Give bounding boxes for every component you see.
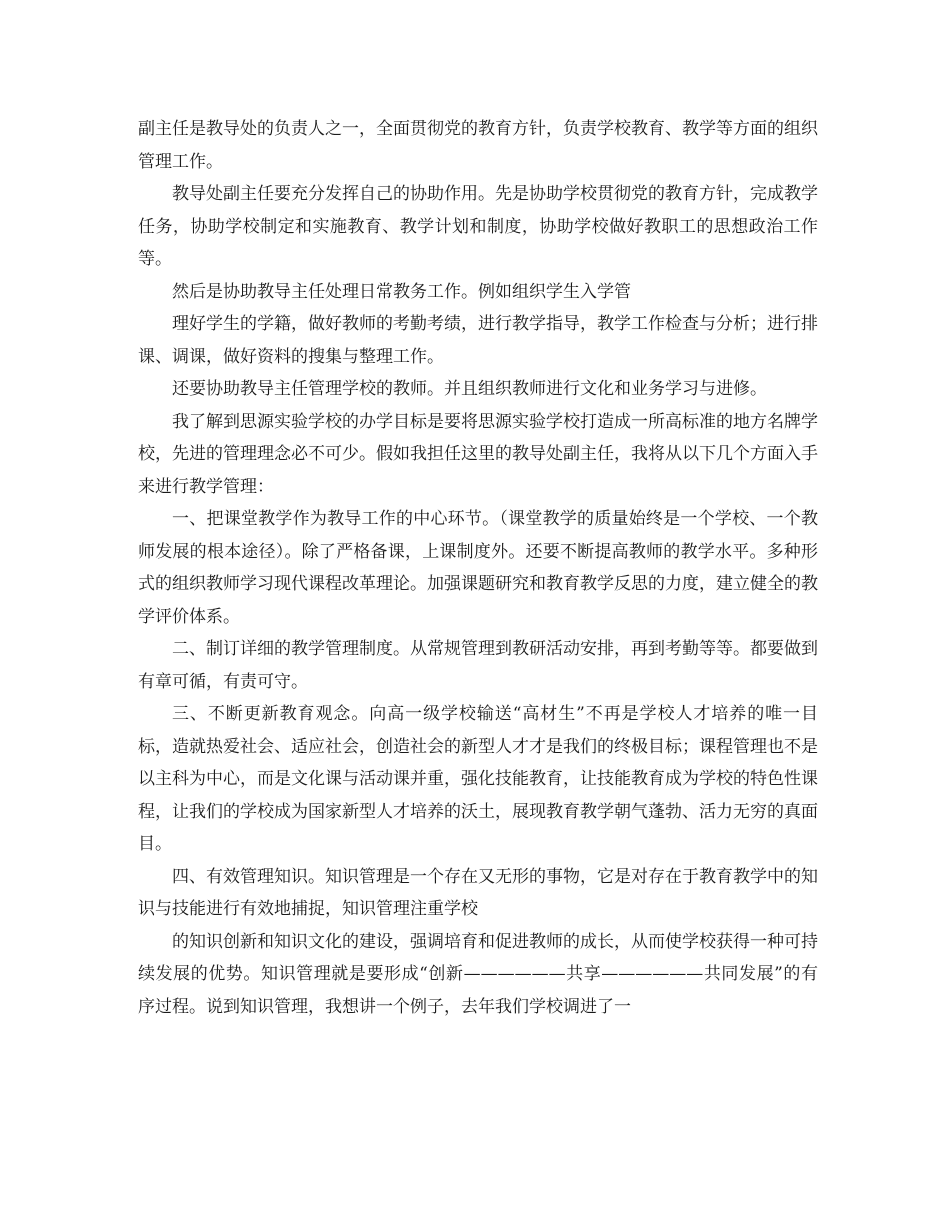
paragraph-4: 理好学生的学籍，做好教师的考勤考绩，进行教学指导，教学工作检查与分析；进行排课、调课，做好资料的搜集与整理工作。 (138, 314, 818, 367)
document-body (138, 113, 818, 1023)
paragraph-9: 三、不断更新教育观念。向高一级学校输送“高材生”不再是学校人才培养的唯一目标，造就热爱社会、适应社会，创造社会的新型人才才是我们的终极目标；课程管理也不是以主科为中心，而是文化课与活动课并重，强化技能教育，让技能教育成为学校的特色性课程，让我们的学校成为国家新型人才培养的沃土，展现教育教学朝气蓬勃、活力无穷的真面目。 (138, 704, 818, 854)
paragraph-3: 然后是协助教导主任处理日常教务工作。例如组织学生入学管 (172, 281, 631, 302)
paragraph-10: 四、有效管理知识。知识管理是一个存在又无形的事物，它是对存在于教育教学中的知识与技能进行有效地捕捉，知识管理注重学校 (138, 866, 818, 919)
paragraph-11: 的知识创新和知识文化的建设，强调培育和促进教师的成长，从而使学校获得一种可持续发展的优势。知识管理就是要形成“创新——————共享——————共同发展”的有序过程。说到知识管理，我想讲一个例子，去年我们学校调进了一 (138, 931, 818, 1017)
paragraph-6: 我了解到思源实验学校的办学目标是要将思源实验学校打造成一所高标准的地方名牌学校，先进的管理理念必不可少。假如我担任这里的教导处副主任，我将从以下几个方面入手来进行教学管理： (138, 411, 818, 497)
paragraph-8: 二、制订详细的教学管理制度。从常规管理到教研活动安排，再到考勤等等。都要做到有章可循，有责可守。 (138, 639, 818, 692)
paragraph-7: 一、把课堂教学作为教导工作的中心环节。（课堂教学的质量始终是一个学校、一个教师发展的根本途径）。除了严格备课，上课制度外。还要不断提高教师的教学水平。多种形式的组织教师学习现代课程改革理论。加强课题研究和教育教学反思的力度，建立健全的教学评价体系。 (138, 509, 818, 627)
paragraph-1: 副主任是教导处的负责人之一，全面贯彻党的教育方针，负责学校教育、教学等方面的组织管理工作。 (138, 119, 818, 172)
paragraph-5: 还要协助教导主任管理学校的教师。并且组织教师进行文化和业务学习与进修。 (172, 379, 767, 399)
paragraph-2: 教导处副主任要充分发挥自己的协助作用。先是协助学校贯彻党的教育方针，完成教学任务，协助学校制定和实施教育、教学计划和制度，协助学校做好教职工的思想政治工作等。 (138, 184, 818, 269)
